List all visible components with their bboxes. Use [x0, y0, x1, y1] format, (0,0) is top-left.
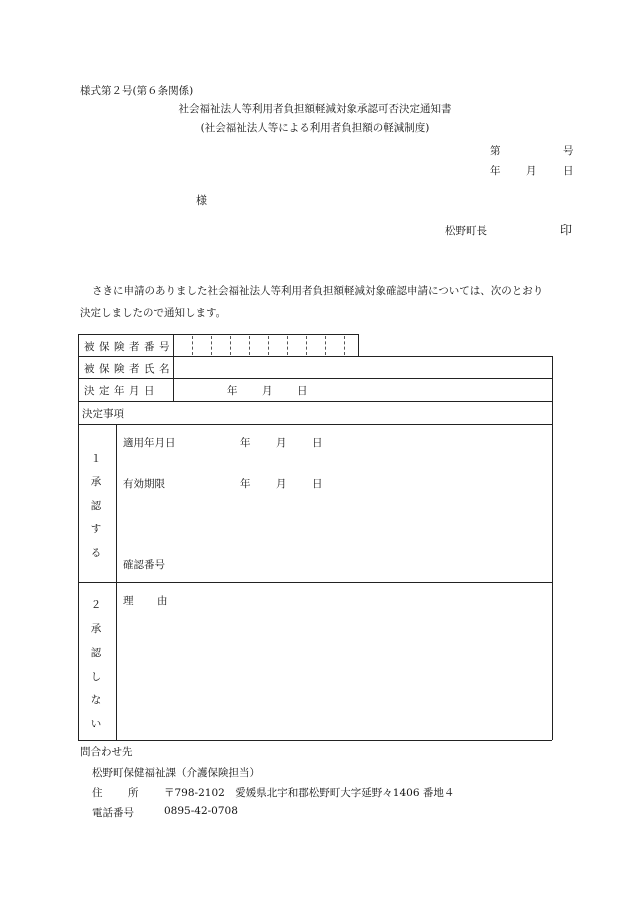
reason-label-1: 理	[123, 595, 134, 607]
decision-date-month: 月	[262, 385, 273, 397]
reject-char-5: い	[90, 718, 102, 730]
apply-date-day: 日	[312, 437, 323, 449]
reject-char-1: 承	[90, 623, 102, 635]
reject-char-2: 認	[90, 647, 102, 659]
header-month: 月	[526, 165, 537, 177]
reject-number: ２	[90, 599, 102, 611]
contact-heading: 問合わせ先	[80, 746, 133, 758]
valid-period-year: 年	[240, 478, 251, 490]
header-day: 日	[563, 165, 574, 177]
approve-char-4: る	[90, 547, 102, 559]
number-prefix: 第	[490, 145, 501, 157]
insured-number-label: 被保険者番号	[84, 341, 174, 353]
phone-label: 電話番号	[92, 807, 134, 819]
decision-date-day: 日	[297, 385, 308, 397]
decision-date-year: 年	[227, 385, 238, 397]
seal-mark: 印	[560, 223, 573, 237]
address-label-1: 住	[92, 787, 103, 799]
insured-name-label: 被保険者氏名	[84, 363, 174, 375]
issuer-name: 松野町長	[445, 225, 487, 237]
recipient-honorific: 様	[196, 194, 207, 207]
form-number: 様式第２号(第６条関係)	[80, 85, 194, 97]
apply-date-label: 適用年月日	[123, 437, 176, 449]
valid-period-label: 有効期限	[123, 478, 165, 490]
confirm-number-label: 確認番号	[123, 559, 165, 571]
document-subtitle: (社会福祉法人等による利用者負担額の軽減制度)	[200, 122, 430, 134]
apply-date-year: 年	[240, 437, 251, 449]
decision-items-label: 決定事項	[82, 408, 124, 420]
document-title: 社会福祉法人等利用者負担額軽減対象承認可否決定通知書	[178, 103, 452, 115]
contact-phone: 0895-42-0708	[164, 805, 238, 817]
reject-char-4: な	[90, 694, 102, 706]
contact-department: 松野町保健福祉課（介護保険担当）	[92, 767, 260, 779]
approve-number: １	[90, 453, 102, 465]
contact-address: 〒798-2102 愛媛県北宇和郡松野町大字延野々1406 番地４	[164, 787, 455, 799]
valid-period-day: 日	[312, 478, 323, 490]
decision-date-label: 決定年月日	[84, 385, 159, 397]
number-suffix: 号	[563, 145, 574, 157]
valid-period-month: 月	[276, 478, 287, 490]
approve-char-1: 承	[90, 476, 102, 488]
approve-char-3: す	[90, 523, 102, 535]
approve-char-2: 認	[90, 500, 102, 512]
notice-body: さきに申請のありました社会福祉法人等利用者負担額軽減対象確認申請については、次のとおり決定しましたので通知します。	[80, 285, 544, 319]
apply-date-month: 月	[276, 437, 287, 449]
header-year: 年	[490, 165, 501, 177]
reason-label-2: 由	[157, 595, 168, 607]
address-label-2: 所	[128, 787, 139, 799]
reject-char-3: し	[90, 671, 102, 683]
